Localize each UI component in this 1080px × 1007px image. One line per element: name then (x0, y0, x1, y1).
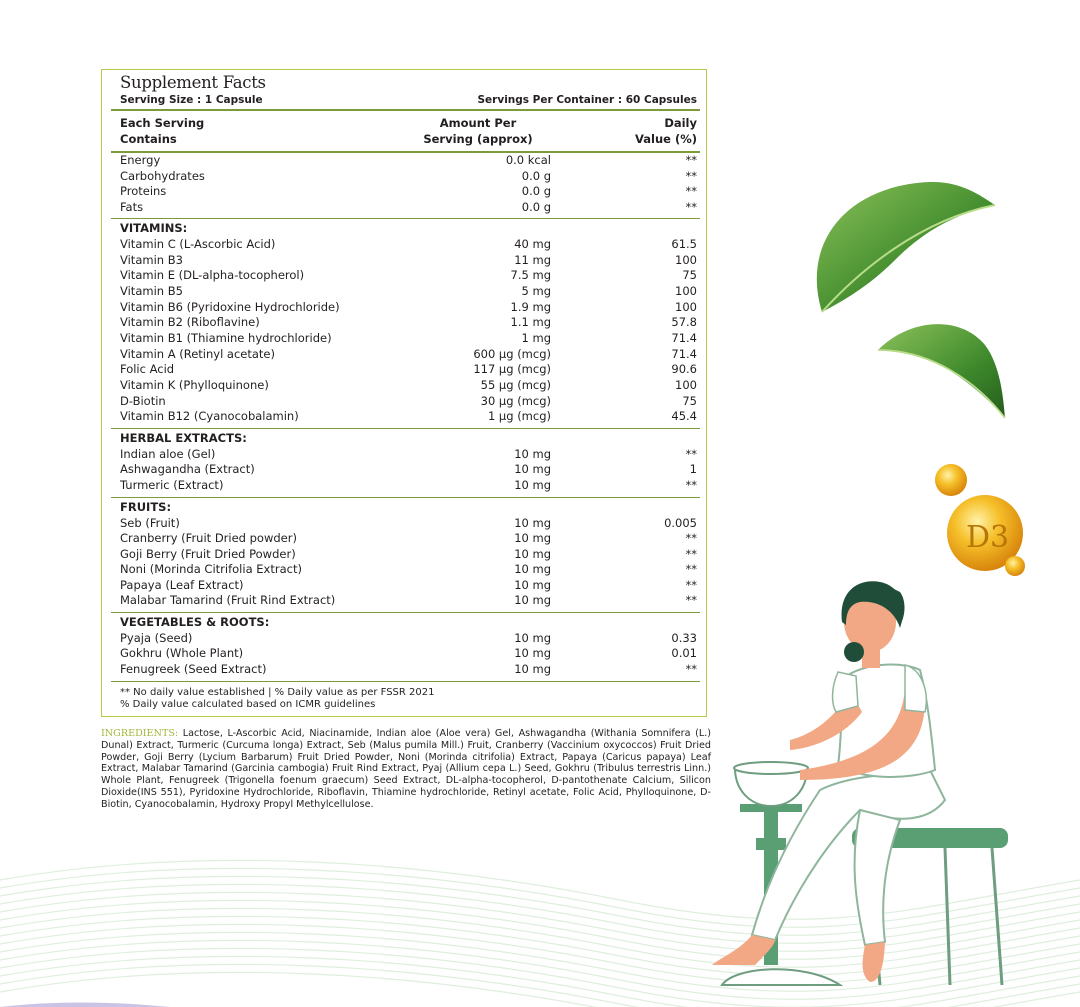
ingredients-text: Lactose, L-Ascorbic Acid, Niacinamide, Indian aloe (Aloe vera) Gel, Ashwagandha (Withania Somnifera (L.) Dunal) Extract, Turmeric (Curcuma longa) Extract, Seb (Malus pumila Mill.) Fruit, Cranberry (Vaccinium oxycoccos) Fruit Dried Powder, Goji Berry (Lycium Barbarum) Fruit Dried Powder, Noni (Morinda citrifolia) Extract, Papaya (Caricus papaya) Leaf Extract, Malabar Tamarind (Garcinia cambogia) Fruit Rind Extract, Pyaj (Allium cepa L.) Seed, Gokhru (Tribulus terrestris Linn.) Whole Plant, Fenugreek (Trigonella foenum graecum) Seed Extract, DL-alpha-tocopherol, D-pantothenate Calcium, Silicon Dioxide(INS 551), Pyridoxine Hydrochloride, Riboflavin, Thiamine hydrochloride, Retinyl acetate, Folic Acid, Phylloquinone, D-Biotin, Cyanocobalamin, Hydroxy Propyl Methylcellulose. (101, 728, 711, 810)
table-row: Cranberry (Fruit Dried powder) 10 mg ** (120, 531, 697, 545)
col-name-header: Each Serving Contains (120, 116, 205, 146)
table-row: Vitamin E (DL-alpha-tocopherol) 7.5 mg 75 (120, 268, 697, 282)
ingredients-label: INGREDIENTS: (101, 728, 179, 739)
svg-text:D3: D3 (966, 520, 1010, 555)
table-row: Vitamin B5 5 mg 100 (120, 284, 697, 298)
servings-per-container: Servings Per Container : 60 Capsules (477, 94, 697, 106)
table-row: Pyaja (Seed) 10 mg 0.33 (120, 631, 697, 645)
table-row: Vitamin B3 11 mg 100 (120, 253, 697, 267)
leaf-small-icon (878, 324, 1005, 418)
table-row: Fenugreek (Seed Extract) 10 mg ** (120, 662, 697, 676)
table-row: Folic Acid 117 µg (mcg) 90.6 (120, 362, 697, 376)
table-row: Seb (Fruit) 10 mg 0.005 (120, 516, 697, 530)
serving-size: Serving Size : 1 Capsule (120, 94, 263, 106)
section-title-herbal: HERBAL EXTRACTS: (120, 431, 247, 445)
table-row: Vitamin C (L-Ascorbic Acid) 40 mg 61.5 (120, 237, 697, 251)
footnote-icmr: % Daily value calculated based on ICMR guidelines (120, 699, 376, 710)
table-row: Papaya (Leaf Extract) 10 mg ** (120, 578, 697, 592)
section-title-fruits: FRUITS: (120, 500, 172, 514)
table-row: Vitamin B1 (Thiamine hydrochloride) 1 mg 71.4 (120, 331, 697, 345)
leaf-large-icon (817, 182, 995, 312)
table-row: Vitamin K (Phylloquinone) 55 µg (mcg) 100 (120, 378, 697, 392)
table-row: Energy 0.0 kcal ** (120, 153, 697, 167)
vitamin-d3-icon (935, 464, 1025, 576)
table-row: Vitamin B6 (Pyridoxine Hydrochloride) 1.9 mg 100 (120, 300, 697, 314)
table-row: Vitamin B2 (Riboflavine) 1.1 mg 57.8 (120, 315, 697, 329)
footnote-no-dv: ** No daily value established | % Daily value as per FSSR 2021 (120, 687, 435, 698)
table-row: Malabar Tamarind (Fruit Rind Extract) 10 mg ** (120, 593, 697, 607)
table-row: Carbohydrates 0.0 g ** (120, 169, 697, 183)
table-row: Noni (Morinda Citrifolia Extract) 10 mg ** (120, 562, 697, 576)
table-row: Proteins 0.0 g ** (120, 184, 697, 198)
panel-title: Supplement Facts (120, 73, 266, 92)
table-row: Turmeric (Extract) 10 mg ** (120, 478, 697, 492)
table-row: Vitamin A (Retinyl acetate) 600 µg (mcg) 71.4 (120, 347, 697, 361)
col-dv-header: Daily Value (%) (635, 116, 697, 146)
table-row: Ashwagandha (Extract) 10 mg 1 (120, 462, 697, 476)
table-row: Vitamin B12 (Cyanocobalamin) 1 µg (mcg) 45.4 (120, 409, 697, 423)
table-row: Fats 0.0 g ** (120, 200, 697, 214)
section-title-vegetables: VEGETABLES & ROOTS: (120, 615, 270, 629)
table-row: Goji Berry (Fruit Dried Powder) 10 mg ** (120, 547, 697, 561)
col-amount-header: Amount Per Serving (approx) (423, 116, 533, 146)
table-row: Gokhru (Whole Plant) 10 mg 0.01 (120, 646, 697, 660)
table-row: Indian aloe (Gel) 10 mg ** (120, 447, 697, 461)
section-title-vitamins: VITAMINS: (120, 221, 188, 235)
table-row: D-Biotin 30 µg (mcg) 75 (120, 394, 697, 408)
